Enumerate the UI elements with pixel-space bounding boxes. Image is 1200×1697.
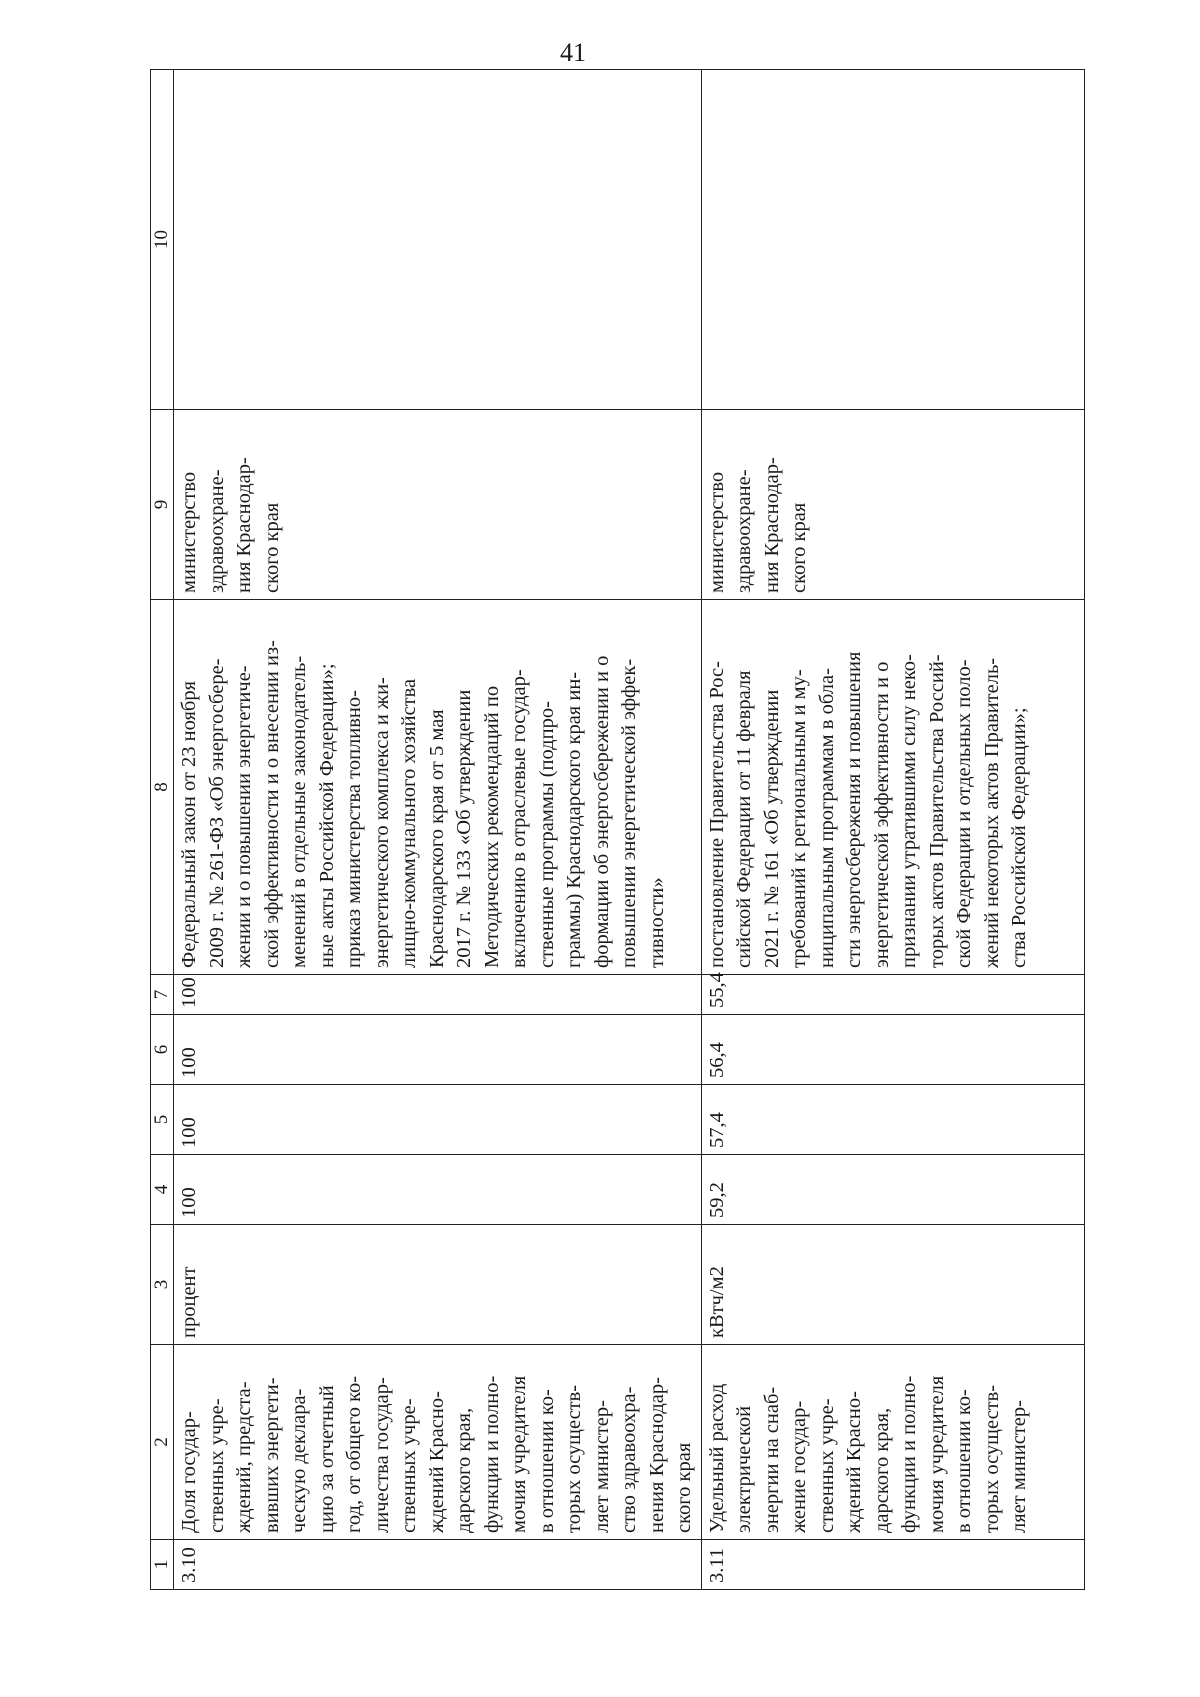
column-10-cell [174, 70, 702, 410]
rotated-table-container [150, 70, 1090, 1590]
header-cell-10: 10 [151, 70, 174, 410]
legal-basis: постановление Правительства Рос- сийской Федерации от 11 февраля 2021 г. № 161 «Об утверждении требований к региональным и му- ниципальным программам в обла- сти энергосбережения и повышения энергетической эффективности и о признании утратившими силу неко- торых актов Правительства Россий- ской Федерации и отдельных поло- жений некоторых актов Правитель- ства Российской Федерации»; [701, 600, 1084, 975]
value-col-7: 100 [174, 975, 702, 1015]
value-col-7: 55,4 [701, 975, 1084, 1015]
header-cell-2: 2 [151, 1345, 174, 1540]
header-cell-5: 5 [151, 1085, 174, 1155]
header-cell-1: 1 [151, 1540, 174, 1590]
page-number: 41 [560, 38, 586, 67]
unit-of-measure: процент [174, 1225, 702, 1345]
value-col-4: 59,2 [701, 1155, 1084, 1225]
indicator-name: Доля государ- ственных учре- ждений, предста- вивших энергети- ческую деклара- цию за отчетный год, от общего ко- личества государ- ственных учре- ждений Красно- дарского края, функции и полно- мочия учредителя в отношении ко- торых осуществ- ляет министер- ство здравоохра- нения Краснодар- ского края [174, 1345, 702, 1540]
table-row [174, 70, 702, 1590]
row-number: 3.10 [174, 1540, 702, 1590]
responsible-body: министерство здравоохране- ния Краснодар- ского края [174, 410, 702, 600]
value-col-5: 57,4 [701, 1085, 1084, 1155]
indicator-name: Удельный расход электрической энергии на снаб- жение государ- ственных учре- ждений Красно- дарского края, функции и полно- мочия учредителя в отношении ко- торых осуществ- ляет министер- [701, 1345, 1084, 1540]
header-cell-3: 3 [151, 1225, 174, 1345]
table-row [701, 70, 1084, 1590]
responsible-body: министерство здравоохране- ния Краснодар- ского края [701, 410, 1084, 600]
indicator-table [150, 69, 1085, 1590]
header-cell-8: 8 [151, 600, 174, 975]
row-number: 3.11 [701, 1540, 1084, 1590]
legal-basis: Федеральный закон от 23 ноября 2009 г. № 261-ФЗ «Об энергосбере- жении и о повышении энергетиче- ской эффективности и о внесении из- менений в отдельные законодатель- ные акты Российской Федерации»; приказ министерства топливно- энергетического комплекса и жи- лищно-коммунального хозяйства Краснодарского края от 5 мая 2017 г. № 133 «Об утверждении Методических рекомендаций по включению в отраслевые государ- ственные программы (подпро- граммы) Краснодарского края ин- формации об энергосбережении и о повышении энергетической эффек- тивности» [174, 600, 702, 975]
header-cell-9: 9 [151, 410, 174, 600]
header-row [151, 70, 174, 1590]
value-col-6: 56,4 [701, 1015, 1084, 1085]
unit-of-measure: кВтч/м2 [701, 1225, 1084, 1345]
value-col-5: 100 [174, 1085, 702, 1155]
value-col-6: 100 [174, 1015, 702, 1085]
header-cell-7: 7 [151, 975, 174, 1015]
value-col-4: 100 [174, 1155, 702, 1225]
header-cell-6: 6 [151, 1015, 174, 1085]
header-cell-4: 4 [151, 1155, 174, 1225]
column-10-cell [701, 70, 1084, 410]
